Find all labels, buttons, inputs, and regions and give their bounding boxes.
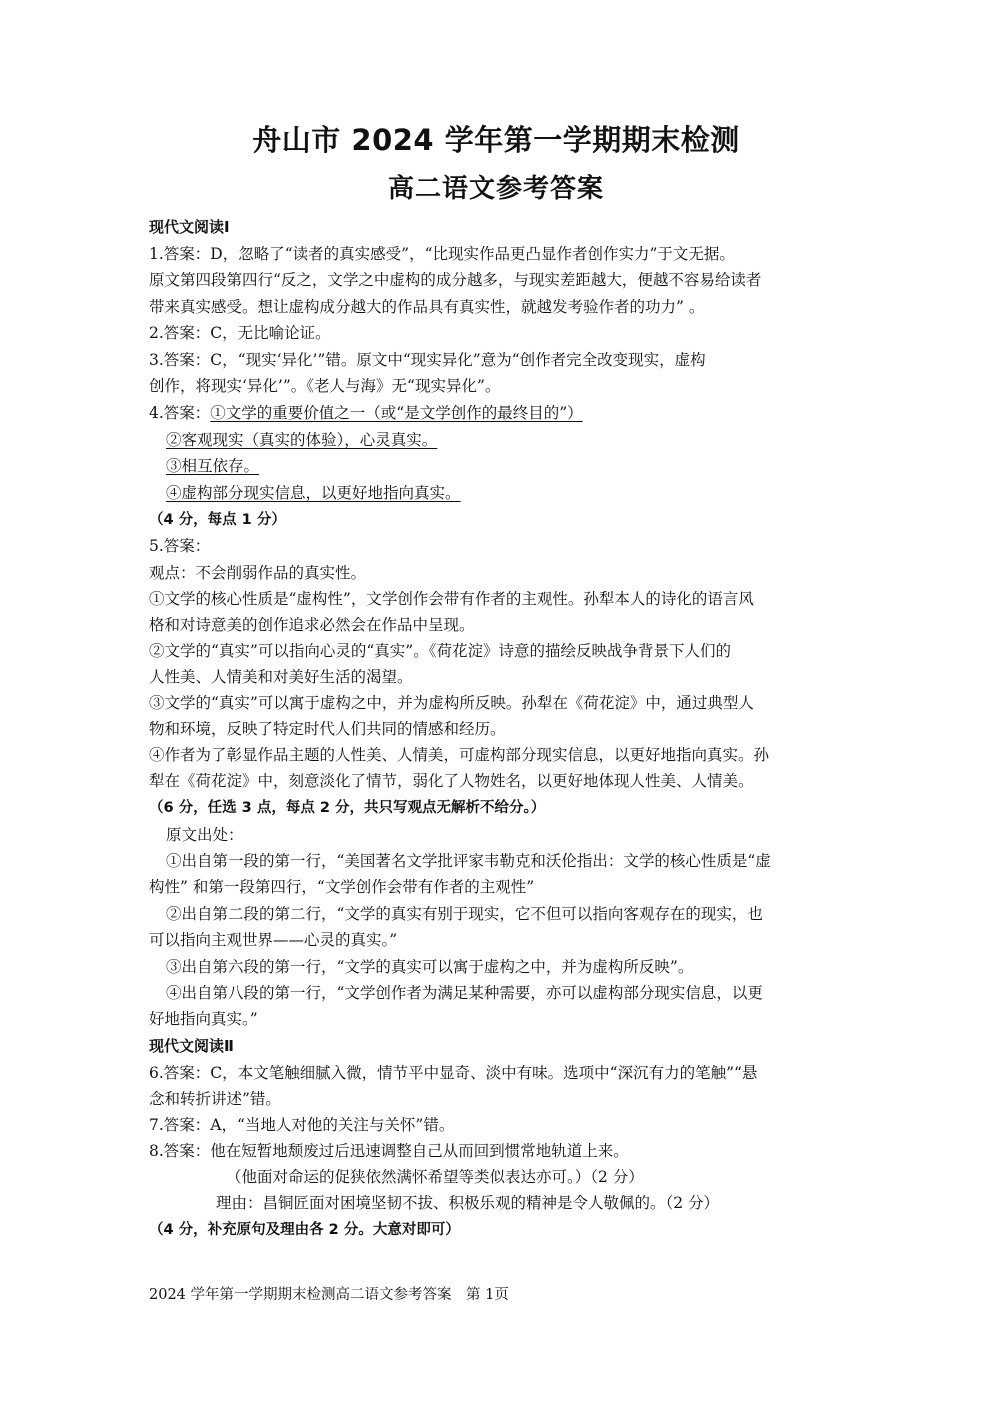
q5-source-line: ③出自第六段的第一行，“文学的真实可以寓于虚构之中，并为虚构所反映”。 (166, 958, 694, 976)
q4-point: ②客观现实（真实的体验），心灵真实。 (166, 431, 438, 449)
q8-line: 8.答案：他在短暂地颓废过后迅速调整自己从而回到惯常地轨道上来。 (149, 1142, 629, 1160)
q5-line: ④作者为了彰显作品主题的人性美、人情美，可虚构部分现实信息，以更好地指向真实。孙 (149, 746, 770, 764)
q5-source-line: ④出自第八段的第一行，“文学创作者为满足某种需要，亦可以虚构部分现实信息，以更 (166, 984, 763, 1002)
q4-score: （4 分，每点 1 分） (149, 512, 286, 528)
q8-score: （4 分，补充原句及理由各 2 分。大意对即可） (149, 1222, 460, 1238)
q4-line (149, 402, 583, 424)
q5-score: （6 分，任选 3 点，每点 2 分，共只写观点无解析不给分。） (149, 800, 546, 816)
q3-line: 创作，将现实‘异化’”。《老人与海》无“现实异化”。 (149, 377, 501, 395)
q5-source-line: 好地指向真实。” (149, 1010, 258, 1028)
page-footer: 2024 学年第一学期期末检测高二语文参考答案 第 1页 (149, 1287, 509, 1303)
q5-line: ③文学的“真实”可以寓于虚构之中，并为虚构所反映。孙犁在《荷花淀》中，通过典型人 (149, 694, 754, 712)
q5-label: 5.答案： (149, 537, 211, 555)
q8-line: （他面对命运的促狭依然满怀希望等类似表达亦可。）（2 分） (226, 1168, 644, 1186)
q5-source-line: ①出自第一段的第一行，“美国著名文学批评家韦勒克和沃伦指出：文学的核心性质是“虚 (166, 852, 771, 870)
q5-line: ①文学的核心性质是“虚构性”，文学创作会带有作者的主观性。孙犁本人的诗化的语言风 (149, 590, 754, 608)
q5-line: 观点：不会削弱作品的真实性。 (149, 564, 367, 582)
q2-answer: 2.答案：C，无比喻论证。 (149, 324, 331, 342)
q5-source-line: 可以指向主观世界——心灵的真实。” (149, 931, 398, 949)
q5-line: 物和环境，反映了特定时代人们共同的情感和经历。 (149, 720, 506, 738)
q7-answer: 7.答案：A，“当地人对他的关注与关怀”错。 (149, 1116, 455, 1134)
q4-point: ④虚构部分现实信息，以更好地指向真实。 (166, 484, 461, 502)
q4-point: ①文学的重要价值之一（或“是文学创作的最终目的”） (210, 404, 583, 422)
q5-line: 人性美、人情美和对美好生活的渴望。 (149, 668, 413, 686)
q6-line: 6.答案：C，本文笔触细腻入微，情节平中显奇、淡中有味。选项中“深沉有力的笔触”“悬 (149, 1064, 758, 1082)
q5-line: ②文学的“真实”可以指向心灵的“真实”。《荷花淀》诗意的描绘反映战争背景下人们的 (149, 642, 731, 660)
q3-line: 3.答案：C，“现实‘异化’”错。原文中“现实异化”意为“创作者完全改变现实，虚构 (149, 351, 706, 369)
page-title: 舟山市 2024 学年第一学期期末检测 (252, 123, 740, 157)
q1-line: 1.答案：D，忽略了“读者的真实感受”，“比现实作品更凸显作者创作实力”于文无据。 (149, 245, 735, 263)
q5-line: 犁在《荷花淀》中，刻意淡化了情节，弱化了人物姓名，以更好地体现人性美、人情美。 (149, 772, 754, 790)
q5-source-line: 构性” 和第一段第四行，“文学创作会带有作者的主观性” (149, 878, 535, 896)
q1-line: 原文第四段第四行“反之，文学之中虚构的成分越多，与现实差距越大，便越不容易给读者 (149, 271, 762, 289)
q1-line: 带来真实感受。想让虚构成分越大的作品具有真实性，就越发考验作者的功力” 。 (149, 298, 705, 316)
q5-source-label: 原文出处： (166, 826, 244, 844)
page-subtitle: 高二语文参考答案 (387, 174, 604, 204)
q5-source-line: ②出自第二段的第二行，“文学的真实有别于现实，它不但可以指向客观存在的现实，也 (166, 905, 763, 923)
q6-line: 念和转折讲述”错。 (149, 1090, 281, 1108)
section-heading-reading-2: 现代文阅读Ⅱ (149, 1037, 234, 1055)
q5-line: 格和对诗意美的创作追求必然会在作品中呈现。 (149, 616, 475, 634)
q4-prefix: 4.答案： (149, 404, 211, 422)
section-heading-reading-1: 现代文阅读Ⅰ (149, 218, 230, 236)
q8-line: 理由：昌铜匠面对困境坚韧不拔、积极乐观的精神是令人敬佩的。（2 分） (216, 1194, 720, 1212)
q4-point: ③相互依存。 (166, 457, 260, 475)
